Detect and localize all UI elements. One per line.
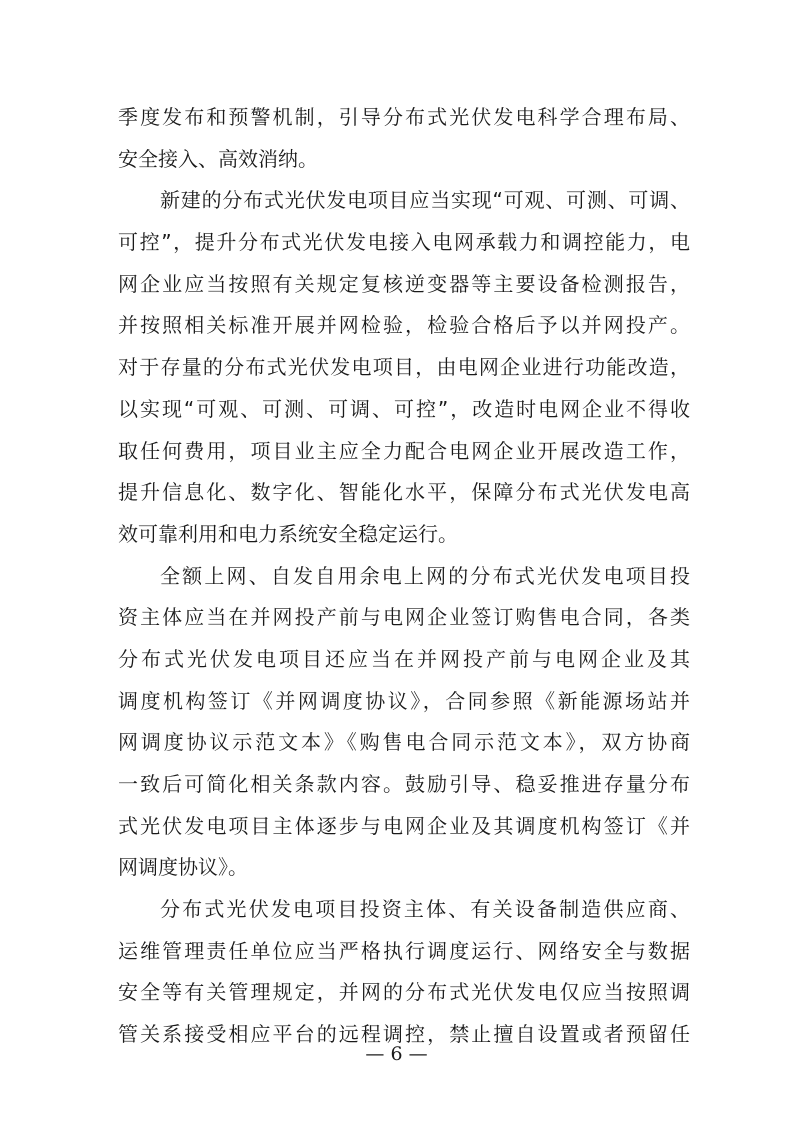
text-line: 以实现“可观、可测、可调、可控”，改造时电网企业不得收 bbox=[118, 396, 690, 421]
paragraph-first-line: 新建的分布式光伏发电项目应当实现“可观、可测、可调、 bbox=[160, 188, 690, 213]
text-line: 取任何费用，项目业主应全力配合电网企业开展改造工作， bbox=[118, 438, 690, 463]
text-line: 网调度协议》。 bbox=[118, 855, 248, 880]
text-line: 网调度协议示范文本》《购售电合同示范文本》，双方协商 bbox=[118, 730, 690, 755]
text-line: 提升信息化、数字化、智能化水平，保障分布式光伏发电高 bbox=[118, 480, 690, 505]
text-line: 并按照相关标准开展并网检验，检验合格后予以并网投产。 bbox=[118, 313, 690, 338]
paragraph-first-line: 分布式光伏发电项目投资主体、有关设备制造供应商、 bbox=[160, 897, 690, 922]
text-line: 对于存量的分布式光伏发电项目，由电网企业进行功能改造， bbox=[118, 355, 690, 380]
text-line: 可控”，提升分布式光伏发电接入电网承载力和调控能力，电 bbox=[118, 230, 690, 255]
text-line: 网企业应当按照有关规定复核逆变器等主要设备检测报告， bbox=[118, 271, 690, 296]
text-line: 运维管理责任单位应当严格执行调度运行、网络安全与数据 bbox=[118, 938, 690, 963]
document-body bbox=[118, 97, 690, 1056]
text-line: 调度机构签订《并网调度协议》，合同参照《新能源场站并 bbox=[118, 688, 690, 713]
text-line: 效可靠利用和电力系统安全稳定运行。 bbox=[118, 521, 458, 546]
text-line: 一致后可简化相关条款内容。鼓励引导、稳妥推进存量分布 bbox=[118, 772, 690, 796]
paragraph-first-line: 全额上网、自发自用余电上网的分布式光伏发电项目投 bbox=[160, 563, 690, 588]
text-line: 分布式光伏发电项目还应当在并网投产前与电网企业及其 bbox=[118, 646, 690, 671]
text-line: 式光伏发电项目主体逐步与电网企业及其调度机构签订《并 bbox=[118, 813, 690, 838]
text-line: 管关系接受相应平台的远程调控，禁止擅自设置或者预留任 bbox=[118, 1022, 690, 1047]
text-line: 季度发布和预警机制，引导分布式光伏发电科学合理布局、 bbox=[118, 105, 690, 129]
page-number: — 6 — bbox=[365, 1043, 428, 1065]
text-line: 安全等有关管理规定，并网的分布式光伏发电仅应当按照调 bbox=[118, 980, 690, 1005]
text-line: 资主体应当在并网投产前与电网企业签订购售电合同，各类 bbox=[118, 605, 690, 630]
text-line: 安全接入、高效消纳。 bbox=[118, 146, 318, 171]
